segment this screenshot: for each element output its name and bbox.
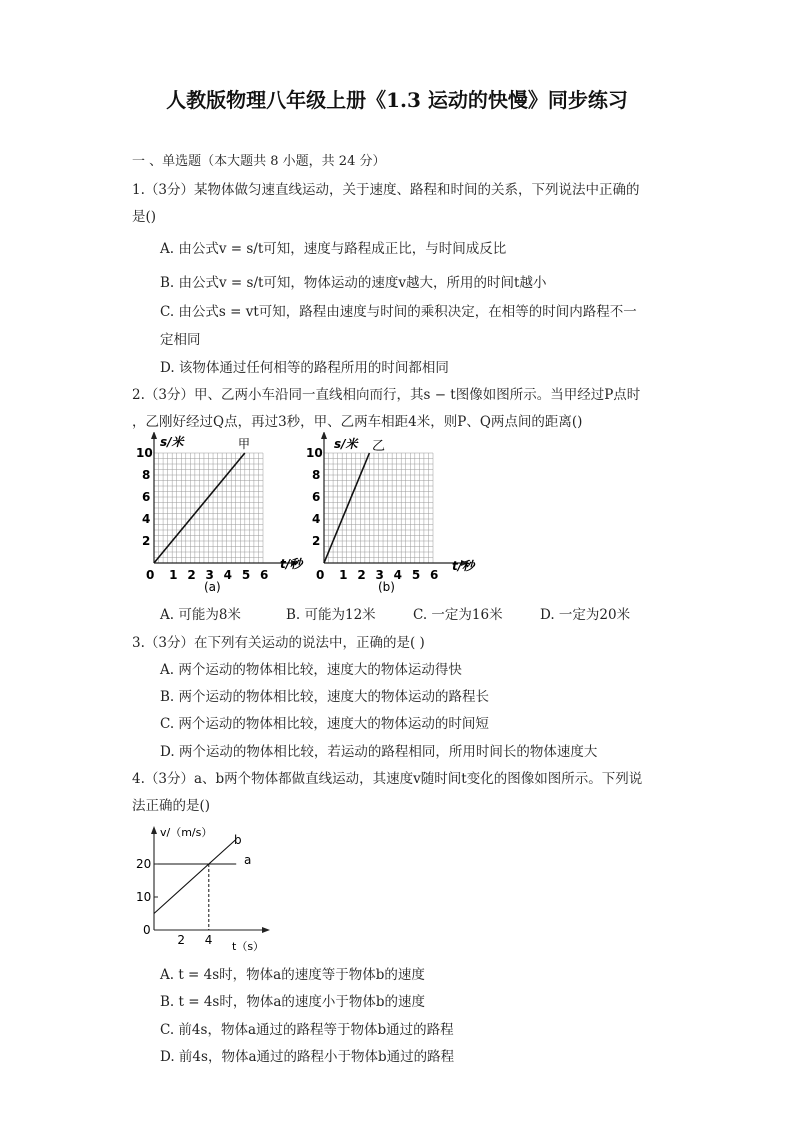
section-heading: 一 、单选题（本大题共 8 小题，共 24 分） <box>132 154 386 169</box>
chart-b-x-tick-label: 1 <box>339 568 348 582</box>
chart-a-y-tick-label: 4 <box>142 512 151 526</box>
chart-a-xlabel: t/秒 <box>280 557 303 571</box>
chart-b-ylabel: s/米 <box>334 437 358 451</box>
chart-a-x-tick-label: 1 <box>169 568 178 582</box>
chart-b-y-tick-label: 8 <box>312 468 321 482</box>
q2-option-b: B. 可能为12米 <box>286 607 376 623</box>
chart-a-x-tick-label: 3 <box>205 568 214 582</box>
chart-a <box>128 432 308 597</box>
chart-a-x-tick-label: 5 <box>241 568 251 582</box>
chart-b <box>298 432 478 597</box>
chart-a-y-tick-label: 6 <box>142 490 151 504</box>
chart-vt-y-axis-arrow <box>151 826 157 834</box>
q4-option-c: C. 前4s，物体a通过的路程等于物体b通过的路程 <box>160 1022 454 1038</box>
chart-a-x-tick-label: 2 <box>187 568 196 582</box>
q2-stem-line2: ，乙刚好经过Q点，再过3秒，甲、乙两车相距4米，则P、Q两点间的距离() <box>132 414 583 430</box>
chart-vt-series-b <box>154 839 236 913</box>
q1-option-c-line1: C. 由公式s = vt可知，路程由速度与时间的乘积决定，在相等的时间内路程不一 <box>160 304 637 320</box>
q1-option-a: A. 由公式v = s/t可知，速度与路程成正比，与时间成反比 <box>160 241 507 257</box>
chart-a-y-tick-label: 10 <box>136 446 153 460</box>
chart-b-x-tick-label: 3 <box>375 568 384 582</box>
chart-vt-label-b: b <box>234 833 242 847</box>
q4-stem-line2: 法正确的是() <box>132 798 211 814</box>
chart-vt-y-tick-label: 0 <box>143 923 151 937</box>
chart-b-y-tick-label: 6 <box>312 490 321 504</box>
q1-option-d: D. 该物体通过任何相等的路程所用的时间都相同 <box>160 360 449 376</box>
q3-option-b: B. 两个运动的物体相比较，速度大的物体运动的路程长 <box>160 689 490 705</box>
chart-b-xlabel: t/秒 <box>452 559 475 573</box>
chart-a-y-axis-arrow <box>151 432 157 439</box>
chart-b-x-tick-label: 4 <box>393 568 403 582</box>
q4-stem-line1: 4.（3分）a、b两个物体都做直线运动，其速度v随时间t变化的图像如图所示。下列说 <box>132 771 643 787</box>
chart-vt-x-tick-label: 2 <box>177 933 186 947</box>
chart-vt-ylabel: v/（m/s） <box>160 826 213 839</box>
chart-b-y-axis-arrow <box>321 432 327 439</box>
chart-a-x-tick-label: 0 <box>146 568 155 582</box>
chart-a-x-tick-label: 4 <box>223 568 233 582</box>
chart-b-x-tick-label: 6 <box>430 568 439 582</box>
chart-vt-xlabel: t（s） <box>232 940 265 953</box>
q4-option-a: A. t = 4s时，物体a的速度等于物体b的速度 <box>160 967 425 983</box>
chart-b-x-tick-label: 5 <box>411 568 421 582</box>
chart-b-panel: (b) <box>378 580 395 594</box>
chart-a-x-tick-label: 6 <box>260 568 269 582</box>
chart-a-ylabel: s/米 <box>160 435 184 449</box>
page-title: 人教版物理八年级上册《1.3 运动的快慢》同步练习 <box>166 88 628 112</box>
chart-b-y-tick-label: 4 <box>312 512 321 526</box>
q3-option-c: C. 两个运动的物体相比较，速度大的物体运动的时间短 <box>160 716 489 732</box>
q3-stem: 3.（3分）在下列有关运动的说法中，正确的是( ) <box>132 635 425 651</box>
q1-option-c-line2: 定相同 <box>160 332 201 348</box>
q2-option-a: A. 可能为8米 <box>160 607 241 623</box>
q3-option-a: A. 两个运动的物体相比较，速度大的物体运动得快 <box>160 662 462 678</box>
chart-a-series-label: 甲 <box>238 437 251 451</box>
chart-b-y-tick-label: 2 <box>312 534 321 548</box>
chart-b-y-tick-label: 10 <box>306 446 323 460</box>
q4-option-d: D. 前4s，物体a通过的路程小于物体b通过的路程 <box>160 1049 455 1065</box>
chart-vt-y-tick-label: 20 <box>136 857 152 871</box>
chart-b-x-tick-label: 2 <box>357 568 366 582</box>
q3-option-d: D. 两个运动的物体相比较，若运动的路程相同，所用时间长的物体速度大 <box>160 744 598 760</box>
q2-option-d: D. 一定为20米 <box>540 607 631 623</box>
chart-vt-y-tick-label: 10 <box>136 890 152 904</box>
q1-option-b: B. 由公式v = s/t可知，物体运动的速度v越大，所用的时间t越小 <box>160 275 547 291</box>
chart-a-y-tick-label: 8 <box>142 468 151 482</box>
chart-b-x-tick-label: 0 <box>316 568 325 582</box>
chart-vt-x-axis-arrow <box>262 927 270 933</box>
q2-stem-line1: 2.（3分）甲、乙两小车沿同一直线相向而行，其s − t图像如图所示。当甲经过P点时 <box>132 387 641 403</box>
q1-stem-line1: 1.（3分）某物体做匀速直线运动，关于速度、路程和时间的关系，下列说法中正确的 <box>132 182 640 198</box>
chart-vt-label-a: a <box>244 853 252 867</box>
q2-option-c: C. 一定为16米 <box>413 607 503 623</box>
chart-a-y-tick-label: 2 <box>142 534 151 548</box>
chart-a-panel: (a) <box>204 580 221 594</box>
chart-vt-x-tick-label: 4 <box>204 933 213 947</box>
chart-b-series-label: 乙 <box>372 439 386 454</box>
chart-vt <box>130 818 280 958</box>
q1-stem-line2: 是() <box>132 209 157 225</box>
q4-option-b: B. t = 4s时，物体a的速度小于物体b的速度 <box>160 994 426 1010</box>
